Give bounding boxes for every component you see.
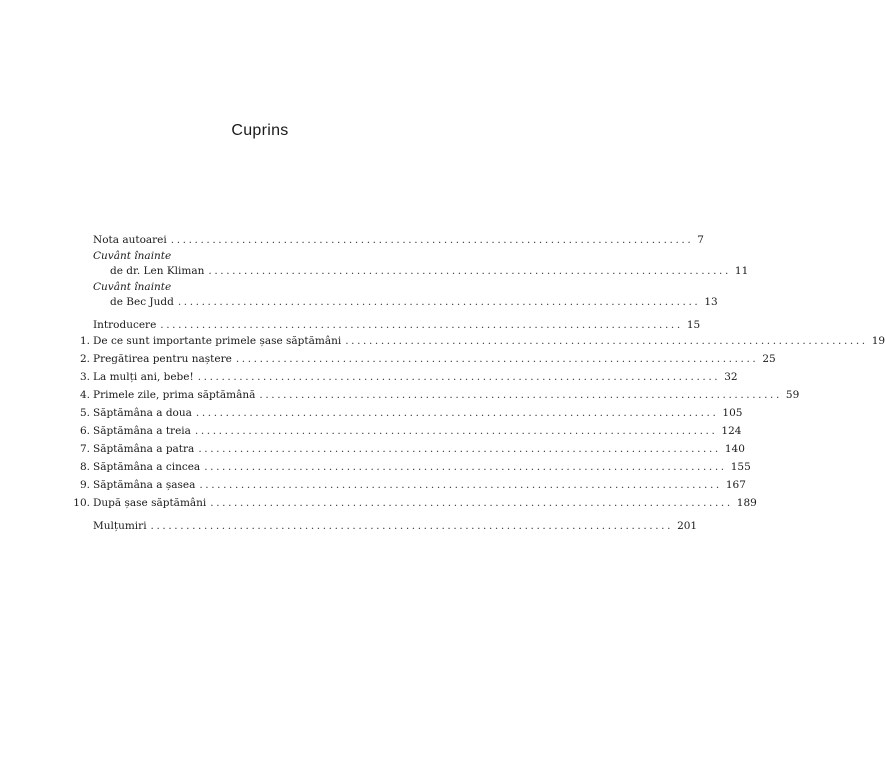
toc-row-chapter-7[interactable] [0, 441, 745, 457]
chapter-number: 10. [73, 497, 90, 509]
toc-row-chapter-10[interactable] [0, 495, 757, 511]
toc-page-number: 15 [686, 319, 701, 331]
chapter-number: 6. [79, 425, 90, 437]
chapter-number: 2. [79, 353, 90, 365]
chapter-number: 3. [79, 371, 90, 383]
toc-entry-label: După șase săptămâni [93, 497, 207, 509]
toc-page-number: 25 [762, 353, 776, 365]
toc-page-number: 140 [724, 443, 745, 455]
toc-row-chapter-1[interactable] [0, 333, 885, 349]
toc-row-chapter-5[interactable] [0, 405, 743, 421]
toc-entry-label: de Bec Judd [110, 296, 174, 308]
toc-row-author-note[interactable] [0, 232, 704, 248]
leader-dots: ........................................................................................ [345, 335, 868, 347]
toc-entry-label: Primele zile, prima săptămână [93, 389, 256, 401]
toc-page-number: 201 [677, 520, 698, 532]
toc-entry-label: Săptămâna a doua [93, 407, 192, 419]
toc-page-number: 11 [734, 265, 749, 277]
toc-page-number: 13 [704, 296, 718, 308]
chapter-number: 4. [79, 389, 90, 401]
leader-dots: ........................................................................................ [235, 353, 759, 365]
toc-page-number: 59 [785, 389, 800, 401]
toc-entry-label: de dr. Len Kliman [110, 265, 205, 277]
toc-entry-label: Săptămâna a treia [93, 425, 191, 437]
toc-foreword-heading: Cuvânt înainte [93, 250, 172, 262]
toc-entry-label: La mulți ani, bebe! [93, 371, 194, 383]
leader-dots: ........................................................................................ [199, 479, 722, 491]
leader-dots: ........................................................................................ [170, 234, 694, 246]
toc-entry-label: Săptămâna a șasea [93, 479, 196, 491]
leader-dots: ........................................................................................ [160, 319, 683, 331]
chapter-number: 5. [79, 407, 90, 419]
chapter-number: 7. [79, 443, 90, 455]
toc-entry-label: Mulțumiri [93, 520, 147, 532]
chapter-number: 9. [79, 479, 90, 491]
leader-dots: ........................................................................................ [198, 443, 721, 455]
toc-page-number: 105 [722, 407, 743, 419]
leader-dots: ........................................................................................ [177, 296, 701, 308]
toc-entry-label: De ce sunt importante primele șase săptămâni [93, 335, 342, 347]
toc-page-number: 19 [871, 335, 885, 347]
toc-row-introduction[interactable] [0, 317, 701, 333]
toc-page-number: 167 [725, 479, 746, 491]
toc-row-foreword-kliman[interactable] [0, 263, 749, 279]
toc-entry-label: Săptămâna a patra [93, 443, 195, 455]
leader-dots: ........................................................................................ [208, 265, 731, 277]
leader-dots: ........................................................................................ [210, 497, 733, 509]
toc-row-acknowledgements[interactable] [0, 518, 698, 534]
toc-page-number: 124 [721, 425, 742, 437]
toc-page-number: 7 [697, 234, 704, 246]
toc-foreword-heading: Cuvânt înainte [93, 281, 172, 293]
leader-dots: ........................................................................................ [204, 461, 727, 473]
chapter-number: 8. [79, 461, 90, 473]
page-title: Cuprins [231, 122, 289, 139]
toc-entry-label: Pregătirea pentru naștere [93, 353, 232, 365]
toc-row-chapter-8[interactable] [0, 459, 751, 475]
toc-entry-label: Săptămâna a cincea [93, 461, 201, 473]
leader-dots: ........................................................................................ [197, 371, 721, 383]
toc-row-chapter-3[interactable] [0, 369, 738, 385]
toc-row-chapter-9[interactable] [0, 477, 746, 493]
toc-entry-label: Nota autoarei [93, 234, 167, 246]
leader-dots: ........................................................................................ [195, 407, 719, 419]
leader-dots: ........................................................................................ [259, 389, 782, 401]
leader-dots: ........................................................................................ [150, 520, 674, 532]
leader-dots: ........................................................................................ [194, 425, 718, 437]
toc-page-number: 155 [730, 461, 751, 473]
toc-row-chapter-4[interactable] [0, 387, 800, 403]
toc-row-chapter-6[interactable] [0, 423, 742, 439]
chapter-number: 1. [79, 335, 90, 347]
toc-page-number: 189 [736, 497, 757, 509]
toc-row-chapter-2[interactable] [0, 351, 776, 367]
toc-row-foreword-judd[interactable] [0, 294, 718, 310]
toc-page-number: 32 [724, 371, 738, 383]
toc-entry-label: Introducere [93, 319, 157, 331]
